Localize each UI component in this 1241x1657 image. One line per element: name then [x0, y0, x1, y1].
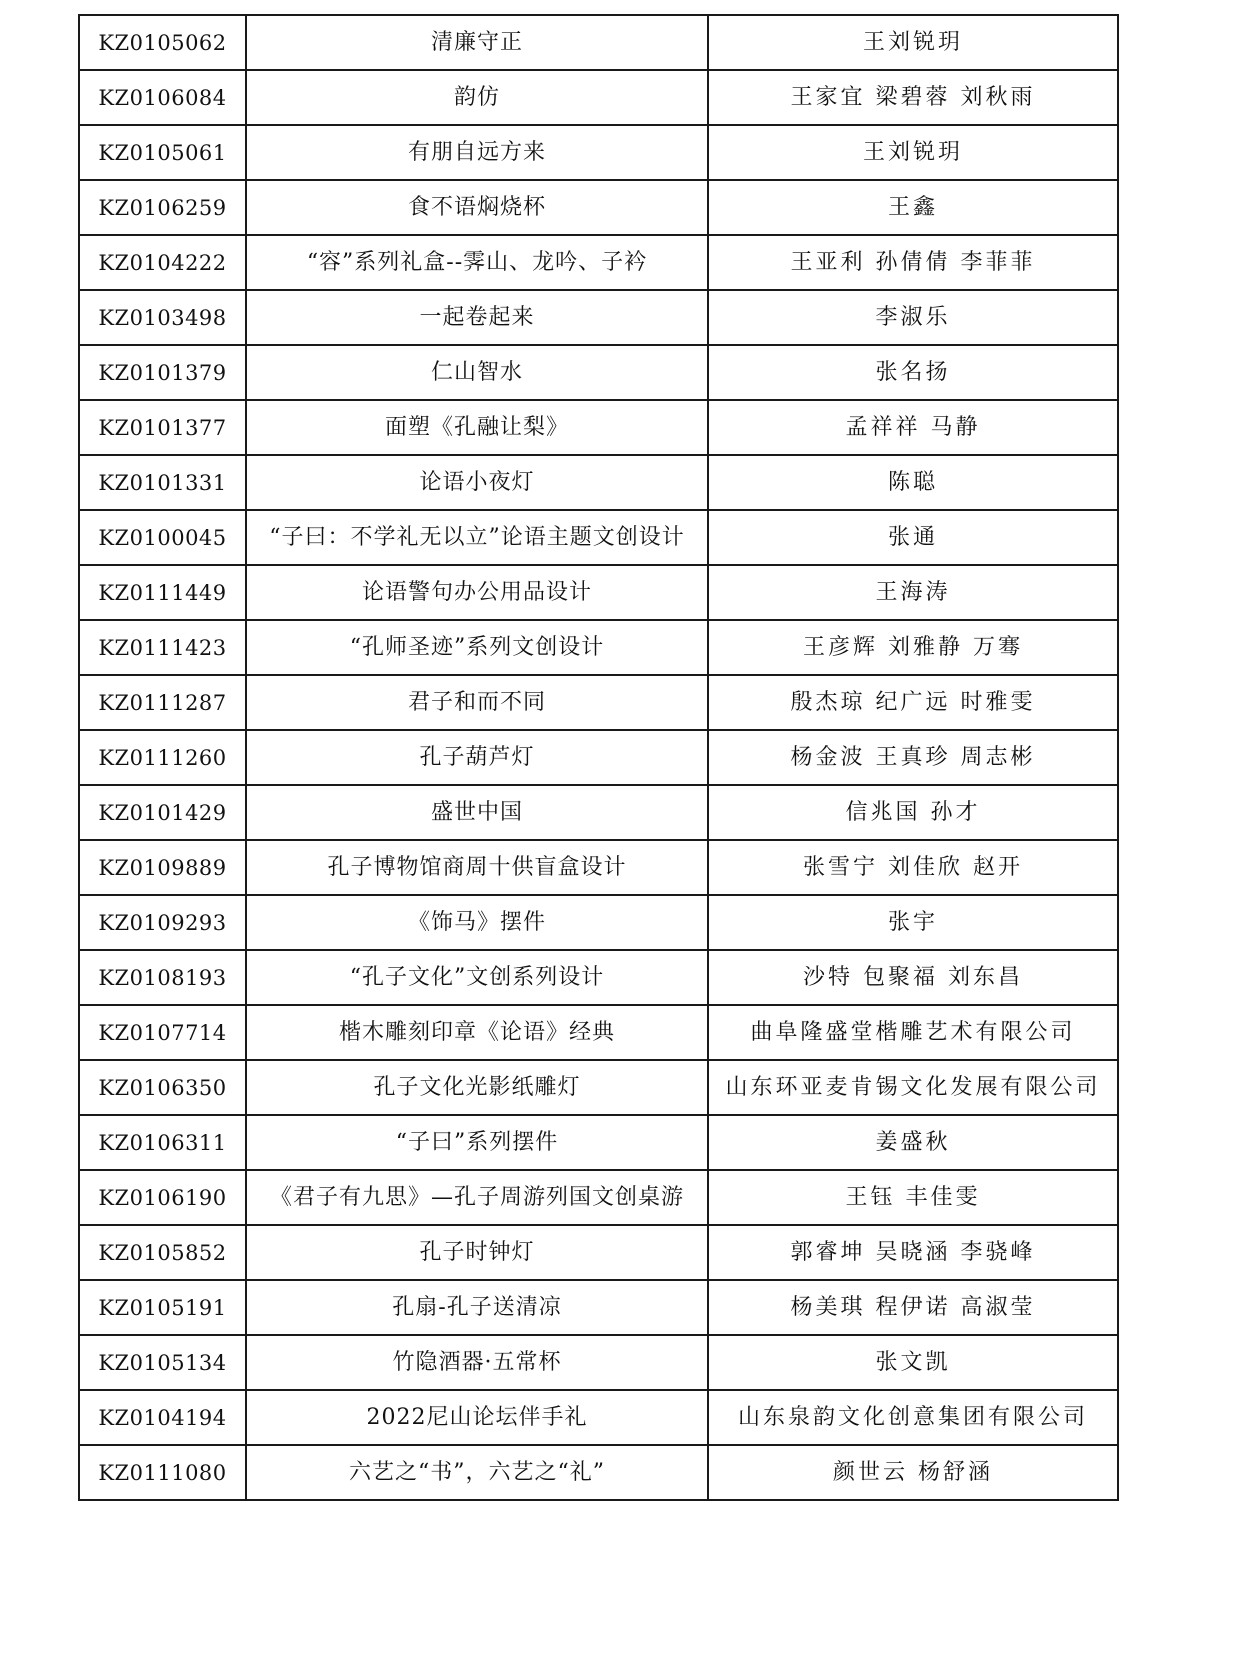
table-row: [79, 70, 1118, 125]
author-cell: 张文凯: [708, 1335, 1118, 1390]
work-title-cell: 仁山智水: [246, 345, 708, 400]
work-title-cell: 一起卷起来: [246, 290, 708, 345]
table-row: [79, 455, 1118, 510]
entry-id-cell: KZ0107714: [79, 1005, 246, 1060]
entry-id-cell: KZ0101377: [79, 400, 246, 455]
work-title-cell: 论语小夜灯: [246, 455, 708, 510]
entry-id-cell: KZ0111287: [79, 675, 246, 730]
entry-id-cell: KZ0106259: [79, 180, 246, 235]
table-row: [79, 620, 1118, 675]
entry-id-cell: KZ0106350: [79, 1060, 246, 1115]
work-title-cell: 《君子有九思》—孔子周游列国文创桌游: [246, 1170, 708, 1225]
author-cell: 杨金波 王真珍 周志彬: [708, 730, 1118, 785]
entry-id-cell: KZ0106084: [79, 70, 246, 125]
table-row: [79, 345, 1118, 400]
entry-id-cell: KZ0111423: [79, 620, 246, 675]
author-cell: 曲阜隆盛堂楷雕艺术有限公司: [708, 1005, 1118, 1060]
table-body: [79, 15, 1118, 1500]
author-cell: 王海涛: [708, 565, 1118, 620]
entry-id-cell: KZ0104222: [79, 235, 246, 290]
entry-id-cell: KZ0111080: [79, 1445, 246, 1500]
entry-id-cell: KZ0105852: [79, 1225, 246, 1280]
entry-id-cell: KZ0101379: [79, 345, 246, 400]
work-title-cell: “容”系列礼盒--霁山、龙吟、子衿: [246, 235, 708, 290]
work-title-cell: 楷木雕刻印章《论语》经典: [246, 1005, 708, 1060]
work-title-cell: 2022尼山论坛伴手礼: [246, 1390, 708, 1445]
entry-id-cell: KZ0109293: [79, 895, 246, 950]
work-title-cell: 盛世中国: [246, 785, 708, 840]
author-cell: 陈聪: [708, 455, 1118, 510]
work-title-cell: 论语警句办公用品设计: [246, 565, 708, 620]
work-title-cell: 《饰马》摆件: [246, 895, 708, 950]
work-title-cell: 六艺之“书”，六艺之“礼”: [246, 1445, 708, 1500]
author-cell: 山东泉韵文化创意集团有限公司: [708, 1390, 1118, 1445]
work-title-cell: 食不语焖烧杯: [246, 180, 708, 235]
table-row: [79, 1390, 1118, 1445]
author-cell: 张雪宁 刘佳欣 赵开: [708, 840, 1118, 895]
table-row: [79, 15, 1118, 70]
author-cell: 李淑乐: [708, 290, 1118, 345]
entry-id-cell: KZ0105061: [79, 125, 246, 180]
work-title-cell: 竹隐酒器·五常杯: [246, 1335, 708, 1390]
table-row: [79, 1225, 1118, 1280]
table-row: [79, 1280, 1118, 1335]
entry-id-cell: KZ0101429: [79, 785, 246, 840]
author-cell: 张通: [708, 510, 1118, 565]
author-cell: 姜盛秋: [708, 1115, 1118, 1170]
entry-id-cell: KZ0103498: [79, 290, 246, 345]
award-list-table: [78, 14, 1119, 1501]
entry-id-cell: KZ0104194: [79, 1390, 246, 1445]
work-title-cell: 孔子文化光影纸雕灯: [246, 1060, 708, 1115]
table-row: [79, 785, 1118, 840]
author-cell: 王家宜 梁碧蓉 刘秋雨: [708, 70, 1118, 125]
table-row: [79, 675, 1118, 730]
work-title-cell: “孔师圣迹”系列文创设计: [246, 620, 708, 675]
entry-id-cell: KZ0108193: [79, 950, 246, 1005]
entry-id-cell: KZ0106190: [79, 1170, 246, 1225]
author-cell: 王彦辉 刘雅静 万骞: [708, 620, 1118, 675]
table-row: [79, 1005, 1118, 1060]
entry-id-cell: KZ0105062: [79, 15, 246, 70]
work-title-cell: 面塑《孔融让梨》: [246, 400, 708, 455]
table-row: [79, 840, 1118, 895]
author-cell: 颜世云 杨舒涵: [708, 1445, 1118, 1500]
author-cell: 王刘锐玥: [708, 15, 1118, 70]
table-row: [79, 180, 1118, 235]
work-title-cell: 孔子时钟灯: [246, 1225, 708, 1280]
author-cell: 王亚利 孙倩倩 李菲菲: [708, 235, 1118, 290]
table-row: [79, 1445, 1118, 1500]
work-title-cell: “孔子文化”文创系列设计: [246, 950, 708, 1005]
table-row: [79, 400, 1118, 455]
entry-id-cell: KZ0105191: [79, 1280, 246, 1335]
entry-id-cell: KZ0100045: [79, 510, 246, 565]
author-cell: 杨美琪 程伊诺 高淑莹: [708, 1280, 1118, 1335]
author-cell: 山东环亚麦肯锡文化发展有限公司: [708, 1060, 1118, 1115]
work-title-cell: “子曰：不学礼无以立”论语主题文创设计: [246, 510, 708, 565]
work-title-cell: 君子和而不同: [246, 675, 708, 730]
table-row: [79, 565, 1118, 620]
entry-id-cell: KZ0105134: [79, 1335, 246, 1390]
table-row: [79, 895, 1118, 950]
entry-id-cell: KZ0111449: [79, 565, 246, 620]
author-cell: 信兆国 孙才: [708, 785, 1118, 840]
entry-id-cell: KZ0101331: [79, 455, 246, 510]
table-row: [79, 1060, 1118, 1115]
table-row: [79, 730, 1118, 785]
author-cell: 沙特 包聚福 刘东昌: [708, 950, 1118, 1005]
work-title-cell: 孔子博物馆商周十供盲盒设计: [246, 840, 708, 895]
work-title-cell: 孔扇-孔子送清凉: [246, 1280, 708, 1335]
table-row: [79, 1170, 1118, 1225]
entry-id-cell: KZ0109889: [79, 840, 246, 895]
table-row: [79, 510, 1118, 565]
entry-id-cell: KZ0111260: [79, 730, 246, 785]
entry-id-cell: KZ0106311: [79, 1115, 246, 1170]
author-cell: 王鑫: [708, 180, 1118, 235]
author-cell: 张宇: [708, 895, 1118, 950]
work-title-cell: 清廉守正: [246, 15, 708, 70]
author-cell: 王刘锐玥: [708, 125, 1118, 180]
work-title-cell: 孔子葫芦灯: [246, 730, 708, 785]
work-title-cell: “子曰”系列摆件: [246, 1115, 708, 1170]
author-cell: 张名扬: [708, 345, 1118, 400]
author-cell: 王钰 丰佳雯: [708, 1170, 1118, 1225]
table-row: [79, 950, 1118, 1005]
work-title-cell: 韵仿: [246, 70, 708, 125]
table-row: [79, 125, 1118, 180]
work-title-cell: 有朋自远方来: [246, 125, 708, 180]
author-cell: 郭睿坤 吴晓涵 李骁峰: [708, 1225, 1118, 1280]
author-cell: 孟祥祥 马静: [708, 400, 1118, 455]
table-row: [79, 290, 1118, 345]
table-row: [79, 1115, 1118, 1170]
author-cell: 殷杰琼 纪广远 时雅雯: [708, 675, 1118, 730]
table-row: [79, 1335, 1118, 1390]
table-row: [79, 235, 1118, 290]
